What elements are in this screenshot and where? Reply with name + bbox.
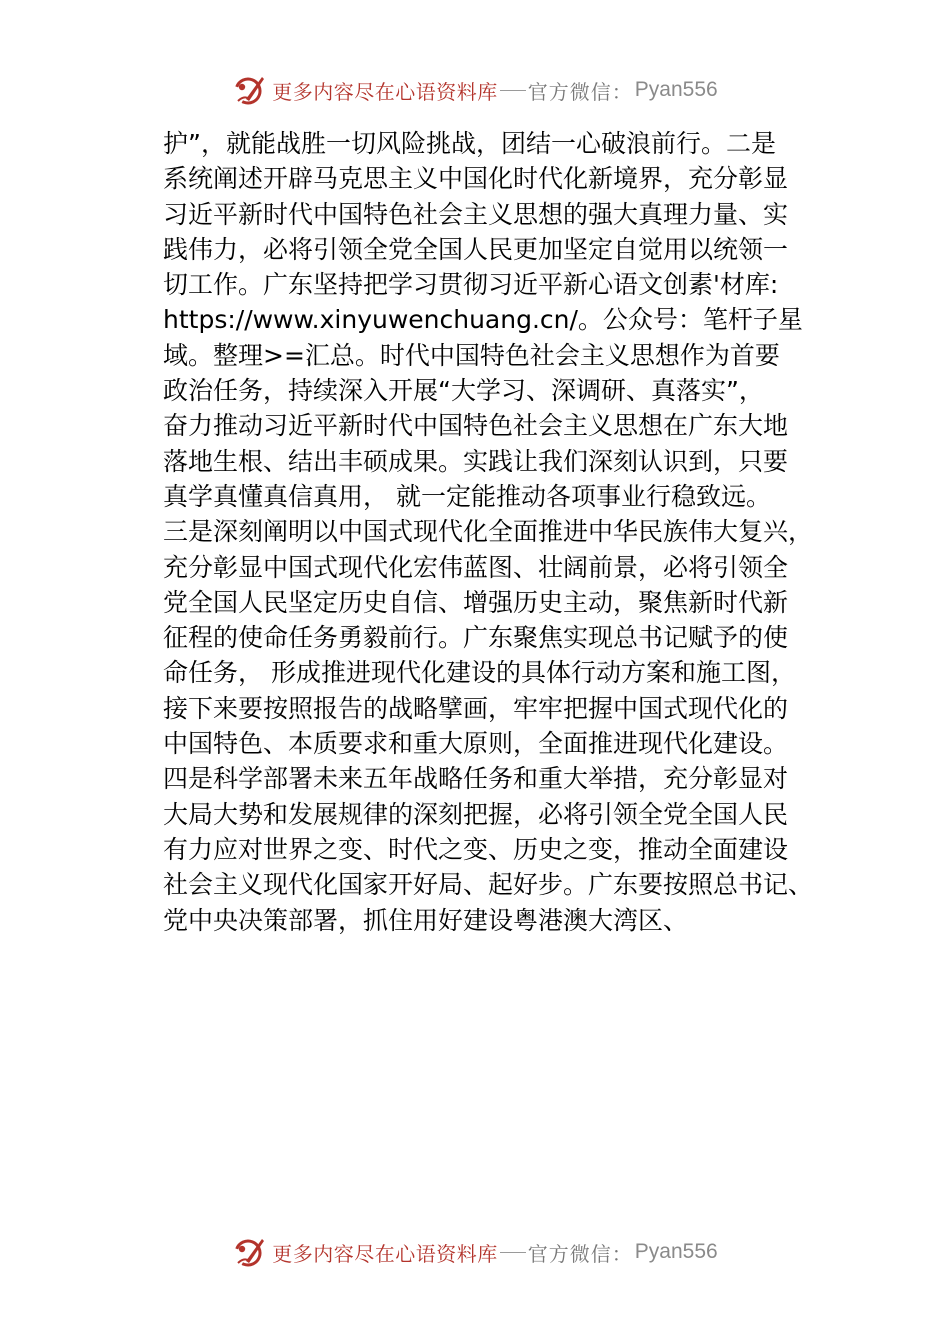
body-line: 系统阐述开辟马克思主义中国化时代化新境界，充分彰显 xyxy=(163,164,789,194)
body-line: 落地生根、结出丰硕成果。实践让我们深刻认识到，只要 xyxy=(163,446,789,476)
body-line: 习近平新时代中国特色社会主义思想的强大真理力量、实 xyxy=(163,199,789,229)
body-line: https://www.xinyuwenchuang.cn/。公众号：笔杆子星 xyxy=(163,305,803,335)
body-line: 征程的使命任务勇毅前行。广东聚焦实现总书记赋予的使 xyxy=(163,623,789,653)
header-wechat-id: Pyan556 xyxy=(634,78,718,101)
body-line: 奋力推动习近平新时代中国特色社会主义思想在广东大地 xyxy=(163,411,789,441)
footer-wechat-id: Pyan556 xyxy=(634,1240,718,1263)
body-line: 践伟力，必将引领全党全国人民更加坚定自觉用以统领一 xyxy=(163,234,789,264)
body-line: 四是科学部署未来五年战略任务和重大举措，充分彰显对 xyxy=(163,764,789,794)
body-line: 中国特色、本质要求和重大原则，全面推进现代化建设。 xyxy=(163,729,789,759)
body-line: 充分彰显中国式现代化宏伟蓝图、壮阔前景，必将引领全 xyxy=(163,552,789,582)
body-line: 党全国人民坚定历史自信、增强历史主动，聚焦新时代新 xyxy=(163,587,789,617)
body-line: 社会主义现代化国家开好局、起好步。广东要按照总书记、 xyxy=(163,870,814,900)
body-line: 政治任务，持续深入开展“大学习、深调研、真落实”， xyxy=(163,376,764,406)
header-dash xyxy=(500,90,526,91)
brush-logo-icon xyxy=(232,1235,266,1269)
header-main-text: 更多内容尽在心语资料库 xyxy=(272,79,498,104)
body-line: 护”，就能战胜一切风险挑战，团结一心破浪前行。二是 xyxy=(163,129,776,158)
footer-dash xyxy=(500,1252,526,1253)
body-line: 有力应对世界之变、时代之变、历史之变，推动全面建设 xyxy=(163,834,789,864)
footer-sub-text: 官方微信： xyxy=(527,1241,633,1266)
footer-banner xyxy=(0,1232,950,1272)
body-line: 接下来要按照报告的战略擘画，牢牢把握中国式现代化的 xyxy=(163,693,789,723)
header-banner xyxy=(0,70,950,110)
document-body xyxy=(163,126,823,938)
body-line: 命任务， 形成推进现代化建设的具体行动方案和施工图， xyxy=(163,658,796,688)
body-line: 域。整理>=汇总。时代中国特色社会主义思想作为首要 xyxy=(163,340,780,370)
body-line: 三是深刻阐明以中国式现代化全面推进中华民族伟大复兴， xyxy=(163,517,814,547)
body-line: 大局大势和发展规律的深刻把握，必将引领全党全国人民 xyxy=(163,799,789,829)
footer-main-text: 更多内容尽在心语资料库 xyxy=(272,1241,498,1266)
brush-logo-icon xyxy=(232,73,266,107)
body-line: 切工作。广东坚持把学习贯彻习近平新心语文创素'材库: xyxy=(163,270,779,300)
body-line: 真学真懂真信真用， 就一定能推动各项事业行稳致远。 xyxy=(163,481,771,511)
header-sub-text: 官方微信： xyxy=(527,79,633,104)
body-line: 党中央决策部署，抓住用好建设粤港澳大湾区、 xyxy=(163,905,689,935)
